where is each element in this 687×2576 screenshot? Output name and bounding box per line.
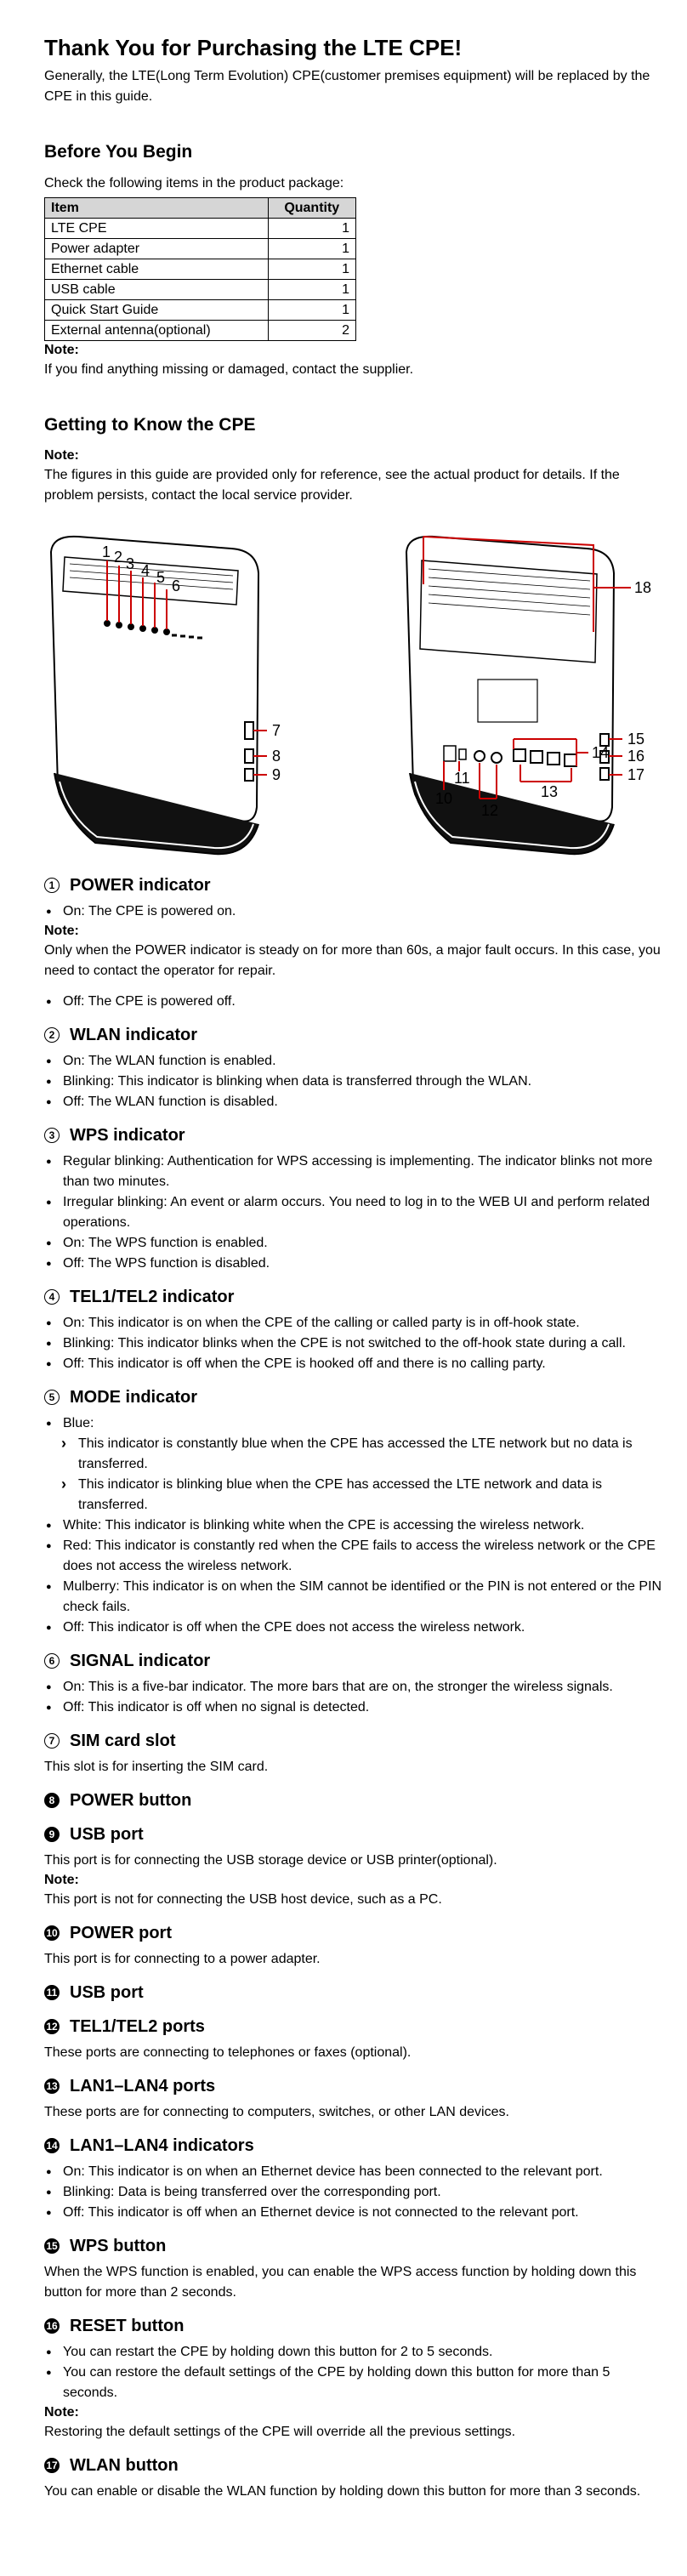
list-item: ● Irregular blinking: An event or alarm occurs. You need to log in to the WEB UI and perform related operations. (44, 1192, 663, 1233)
list-item: ● You can restore the default settings of the CPE by holding down this button for more than 5 seconds. (44, 2363, 663, 2403)
note-text: Restoring the default settings of the CPE will override all the previous settings. (44, 2425, 516, 2439)
section-number: 8 (44, 1793, 60, 1808)
note-label: Note: (44, 924, 79, 938)
section-number: 7 (44, 1733, 60, 1749)
section-number: 15 (44, 2238, 60, 2254)
note-label: Note: (44, 448, 79, 463)
section-title: SIM card slot (70, 1732, 176, 1750)
section-title: LAN1–LAN4 indicators (70, 2136, 254, 2155)
section-wps-indicator (44, 1124, 663, 1274)
page-title: Thank You for Purchasing the LTE CPE! (44, 35, 463, 60)
table-header-quantity: Quantity (268, 198, 355, 219)
section-number: 12 (44, 2019, 60, 2034)
section-text: You can enable or disable the WLAN function by holding down this button for more than 3 seconds. (44, 2484, 641, 2499)
list-item: ● On: This indicator is on when the CPE of the calling or called party is in off-hook state. (44, 1313, 663, 1333)
section-text: This port is for connecting to a power adapter. (44, 1952, 321, 1966)
list-item: ● Off: This indicator is off when no signal is detected. (44, 1697, 663, 1718)
table-cell: USB cable (45, 280, 269, 300)
section-number: 11 (44, 1985, 60, 2000)
device-figure (44, 526, 663, 862)
device-illustration (44, 526, 663, 862)
section-title: MODE indicator (70, 1388, 198, 1407)
section-wps-button (44, 2235, 663, 2303)
before-heading: Before You Begin (44, 142, 193, 162)
section-power-port (44, 1922, 663, 1970)
callout-6: 6 (172, 577, 181, 594)
list-item: ● Mulberry: This indicator is on when the SIM cannot be identified or the PIN is not entered or the PIN check fails. (44, 1577, 663, 1618)
table-header-item: Item (45, 198, 269, 219)
callout-11: 11 (454, 770, 470, 787)
section-title: USB port (70, 1983, 144, 2002)
section-title: POWER indicator (70, 876, 211, 895)
table-cell: 1 (268, 300, 355, 321)
sub-list-item: › This indicator is blinking blue when the CPE has accessed the LTE network and data is transferred. (44, 1475, 663, 1515)
table-cell: 1 (268, 259, 355, 280)
table-row (45, 219, 356, 239)
section-title: RESET button (70, 2317, 185, 2335)
list-item-label: Blue: (63, 1416, 94, 1430)
know-heading: Getting to Know the CPE (44, 415, 256, 435)
section-number: 1 (44, 878, 60, 893)
table-cell: Ethernet cable (45, 259, 269, 280)
section-usb-port-rear (44, 1982, 663, 2004)
table-cell: Quick Start Guide (45, 300, 269, 321)
section-number: 2 (44, 1027, 60, 1043)
section-number: 10 (44, 1925, 60, 1941)
list-item: ● Regular blinking: Authentication for WPS accessing is implementing. The indicator blinks not more than two minutes. (44, 1152, 663, 1192)
section-tel-indicator (44, 1286, 663, 1374)
package-table (44, 197, 356, 341)
table-row (45, 259, 356, 280)
section-number: 13 (44, 2078, 60, 2094)
list-item: ● On: This is a five-bar indicator. The more bars that are on, the stronger the wireless signals. (44, 1677, 663, 1697)
list-item: ● On: The CPE is powered on. (44, 901, 663, 922)
callout-7: 7 (272, 722, 281, 739)
section-number: 16 (44, 2318, 60, 2334)
section-number: 3 (44, 1128, 60, 1143)
table-row (45, 280, 356, 300)
table-row (45, 321, 356, 341)
section-text: This slot is for inserting the SIM card. (44, 1760, 269, 1774)
list-item: ● Off: The CPE is powered off. (44, 992, 663, 1012)
section-title: SIGNAL indicator (70, 1652, 211, 1670)
section-title: WPS indicator (70, 1126, 185, 1145)
table-row (45, 239, 356, 259)
sub-list-item: › This indicator is constantly blue when the CPE has accessed the LTE network but no data is transferred. (44, 1434, 663, 1475)
callout-18: 18 (634, 579, 652, 596)
section-mode-indicator (44, 1386, 663, 1638)
list-item (44, 1413, 663, 1515)
table-header-row (45, 198, 356, 219)
quick-start-guide (44, 34, 663, 2502)
list-item: ● White: This indicator is blinking white when the CPE is accessing the wireless network. (44, 1515, 663, 1536)
list-item: ● On: This indicator is on when an Ethernet device has been connected to the relevant port. (44, 2162, 663, 2182)
section-reset-button (44, 2315, 663, 2442)
front-callout-lines (107, 560, 267, 775)
callout-4: 4 (141, 562, 150, 579)
section-tel-ports (44, 2016, 663, 2063)
callout-13: 13 (541, 783, 559, 800)
note-text: If you find anything missing or damaged, contact the supplier. (44, 362, 414, 377)
list-item: ● Blinking: This indicator blinks when the CPE is not switched to the off-hook state during a call. (44, 1333, 663, 1354)
section-title: WLAN indicator (70, 1026, 197, 1044)
section-number: 17 (44, 2458, 60, 2473)
callout-14: 14 (592, 744, 610, 761)
section-lan-ports (44, 2075, 663, 2123)
rear-callout-labels (435, 579, 651, 819)
list-item: ● Blinking: Data is being transferred over the corresponding port. (44, 2182, 663, 2203)
note-label: Note: (44, 1873, 79, 1887)
section-title: TEL1/TEL2 ports (70, 2017, 205, 2036)
section-usb-port (44, 1823, 663, 1910)
section-number: 9 (44, 1827, 60, 1842)
section-power-button (44, 1789, 663, 1811)
list-item: ● Off: This indicator is off when the CPE is hooked off and there is no calling party. (44, 1354, 663, 1374)
section-title: TEL1/TEL2 indicator (70, 1288, 235, 1306)
callout-10: 10 (435, 790, 453, 807)
section-title: POWER button (70, 1791, 192, 1810)
section-number: 5 (44, 1390, 60, 1405)
section-title: WPS button (70, 2237, 167, 2255)
callout-12: 12 (481, 802, 499, 819)
section-text: These ports are for connecting to computers, switches, or other LAN devices. (44, 2105, 509, 2119)
table-row (45, 300, 356, 321)
callout-2: 2 (114, 549, 123, 566)
section-wlan-indicator (44, 1024, 663, 1112)
table-cell: 1 (268, 219, 355, 239)
note-text: Only when the POWER indicator is steady on for more than 60s, a major fault occurs. In this case, you need to contact the operator for repair. (44, 943, 661, 978)
section-title: LAN1–LAN4 ports (70, 2077, 216, 2095)
section-number: 14 (44, 2138, 60, 2153)
note-text: The figures in this guide are provided only for reference, see the actual product for details. If the problem persists, contact the local service provider. (44, 468, 620, 503)
callout-16: 16 (627, 748, 645, 765)
list-item: ● Off: The WLAN function is disabled. (44, 1092, 663, 1112)
callout-5: 5 (156, 569, 166, 586)
intro-text: Generally, the LTE(Long Term Evolution) CPE(customer premises equipment) will be replaced by the CPE in this guide. (44, 69, 650, 104)
callout-3: 3 (126, 555, 135, 572)
list-item: ● Off: The WPS function is disabled. (44, 1254, 663, 1274)
table-cell: Power adapter (45, 239, 269, 259)
section-text: These ports are connecting to telephones or faxes (optional). (44, 2045, 412, 2060)
section-title: WLAN button (70, 2456, 179, 2475)
callout-1: 1 (102, 543, 111, 560)
callout-17: 17 (627, 766, 645, 783)
callout-15: 15 (627, 731, 645, 748)
callout-9: 9 (272, 766, 281, 783)
list-item: ● Off: This indicator is off when an Ethernet device is not connected to the relevant port. (44, 2203, 663, 2223)
section-lan-indicators (44, 2135, 663, 2223)
list-item: ● Blinking: This indicator is blinking when data is transferred through the WLAN. (44, 1072, 663, 1092)
section-text: When the WPS function is enabled, you can enable the WPS access function by holding down this button for more than 2 seconds. (44, 2265, 637, 2300)
table-cell: External antenna(optional) (45, 321, 269, 341)
table-cell: 2 (268, 321, 355, 341)
note-text: This port is not for connecting the USB host device, such as a PC. (44, 1892, 442, 1907)
list-item: ● On: The WPS function is enabled. (44, 1233, 663, 1254)
list-item: ● Off: This indicator is off when the CPE does not access the wireless network. (44, 1618, 663, 1638)
callout-8: 8 (272, 748, 281, 765)
table-cell: 1 (268, 239, 355, 259)
note-label: Note: (44, 343, 79, 357)
section-number: 6 (44, 1653, 60, 1669)
section-power-indicator (44, 874, 663, 1012)
note-label: Note: (44, 2405, 79, 2420)
section-number: 4 (44, 1289, 60, 1305)
section-wlan-button (44, 2454, 663, 2502)
table-cell: LTE CPE (45, 219, 269, 239)
list-item: ● You can restart the CPE by holding down this button for 2 to 5 seconds. (44, 2342, 663, 2363)
table-cell: 1 (268, 280, 355, 300)
list-item: ● On: The WLAN function is enabled. (44, 1051, 663, 1072)
section-title: USB port (70, 1825, 144, 1844)
section-sim-card-slot (44, 1730, 663, 1777)
section-title: POWER port (70, 1924, 172, 1942)
list-item: ● Red: This indicator is constantly red when the CPE fails to access the wireless network or the CPE does not access the wireless network. (44, 1536, 663, 1577)
check-text: Check the following items in the product package: (44, 176, 344, 190)
section-text: This port is for connecting the USB storage device or USB printer(optional). (44, 1853, 497, 1868)
section-signal-indicator (44, 1650, 663, 1718)
